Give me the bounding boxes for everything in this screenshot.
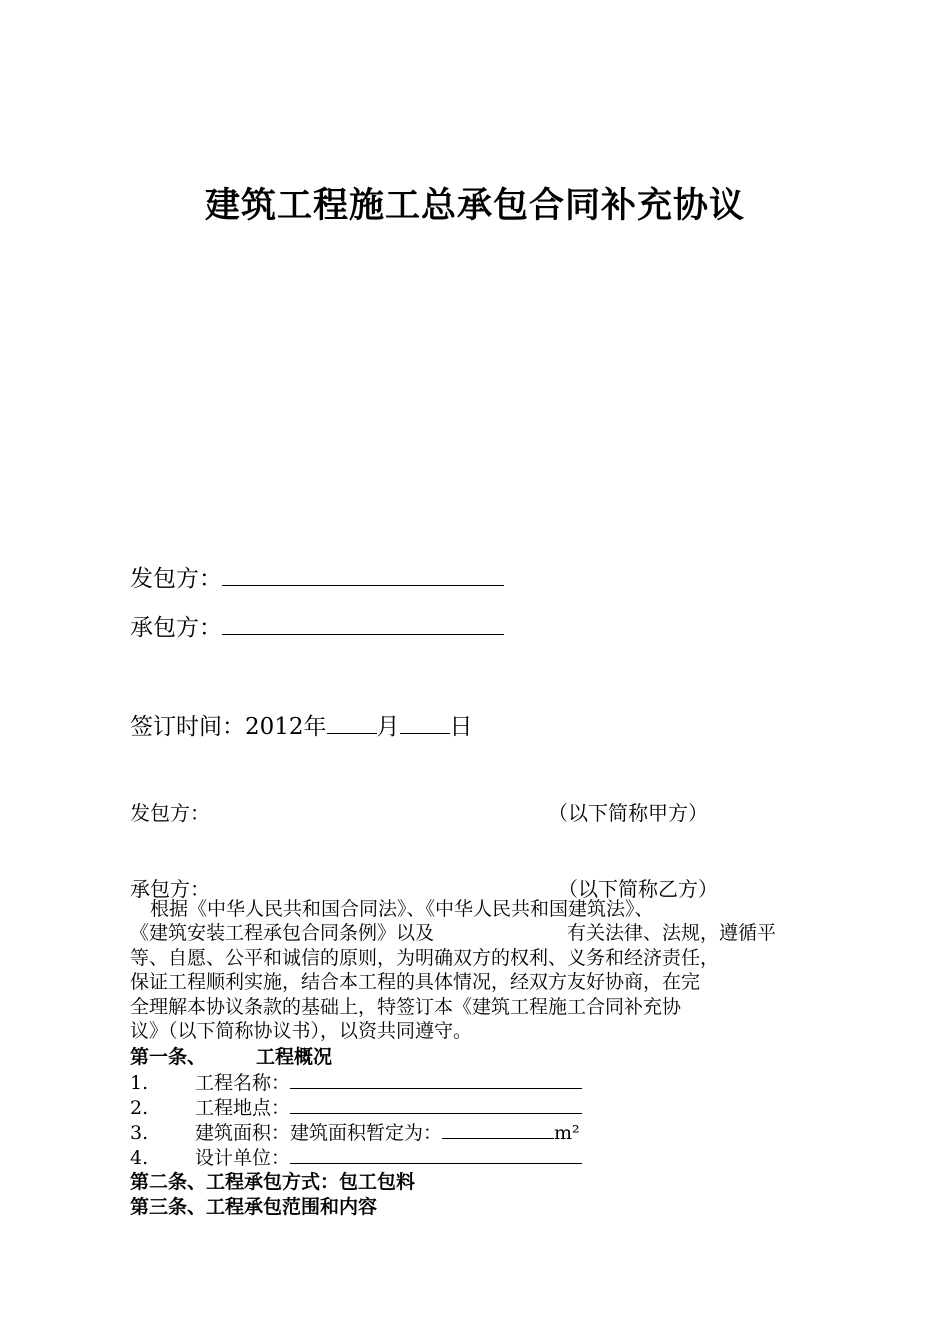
month-label: 月 (376, 714, 400, 740)
item-number: 4. (130, 1147, 149, 1169)
party-a-alias: （以下简称甲方） (548, 801, 708, 825)
cover-party-a-label: 发包方： (130, 566, 222, 592)
item-project-location (130, 1095, 582, 1121)
preamble-line-1: 根据《中华人民共和国合同法》、《中华人民共和国建筑法》、 (150, 898, 654, 920)
item-design-unit (130, 1145, 582, 1171)
party-b-alias: （以下简称乙方） (558, 877, 718, 901)
article-1-heading (130, 1045, 332, 1070)
article-1-label: 第一条、 (130, 1046, 207, 1068)
item-number: 3. (130, 1122, 149, 1144)
preamble-line-2b: 有关法律、法规，遵循平 (567, 922, 777, 944)
item-building-area (130, 1120, 580, 1146)
item-project-name (130, 1070, 582, 1096)
item-number: 1. (130, 1072, 149, 1094)
project-location-blank[interactable] (290, 1095, 582, 1114)
document-title: 建筑工程施工总承包合同补充协议 (204, 185, 745, 226)
cover-party-b-blank[interactable] (222, 616, 504, 635)
item-label: 工程地点： (195, 1097, 291, 1119)
day-blank[interactable] (400, 715, 450, 734)
preamble-line-3: 等、自愿、公平和诚信的原则，为明确双方的权利、义务和经济责任， (130, 947, 720, 969)
article-3-heading: 第三条、工程承包范围和内容 (130, 1196, 378, 1218)
article-2-heading: 第二条、工程承包方式：包工包料 (130, 1171, 416, 1193)
preamble-line-4: 保证工程顺利实施，结合本工程的具体情况，经双方友好协商，在完 (130, 971, 701, 993)
month-blank[interactable] (327, 715, 377, 734)
article-1-title: 工程概况 (256, 1046, 333, 1068)
item-label: 设计单位： (195, 1147, 291, 1169)
party-b-label: 承包方： (130, 877, 210, 901)
cover-party-b-label: 承包方： (130, 615, 222, 641)
day-label: 日 (449, 714, 473, 740)
preamble-line-2a: 《建筑安装工程承包合同条例》以及 (130, 922, 435, 944)
item-label: 建筑面积：建筑面积暂定为： (195, 1122, 443, 1144)
signing-date (130, 708, 473, 741)
design-unit-blank[interactable] (290, 1145, 582, 1164)
area-unit: m² (554, 1122, 580, 1144)
signing-date-label: 签订时间：2012年 (130, 714, 327, 740)
cover-party-a-blank[interactable] (222, 567, 504, 586)
project-name-blank[interactable] (290, 1070, 582, 1089)
preamble-line-5: 全理解本协议条款的基础上，特签订本《建筑工程施工合同补充协 (130, 996, 682, 1018)
party-a-label: 发包方： (130, 801, 210, 825)
building-area-blank[interactable] (442, 1120, 554, 1139)
cover-party-a (130, 560, 504, 593)
preamble-line-6: 议》（以下简称协议书），以资共同遵守。 (130, 1020, 473, 1042)
item-number: 2. (130, 1097, 149, 1119)
item-label: 工程名称： (195, 1072, 291, 1094)
cover-party-b (130, 609, 504, 642)
